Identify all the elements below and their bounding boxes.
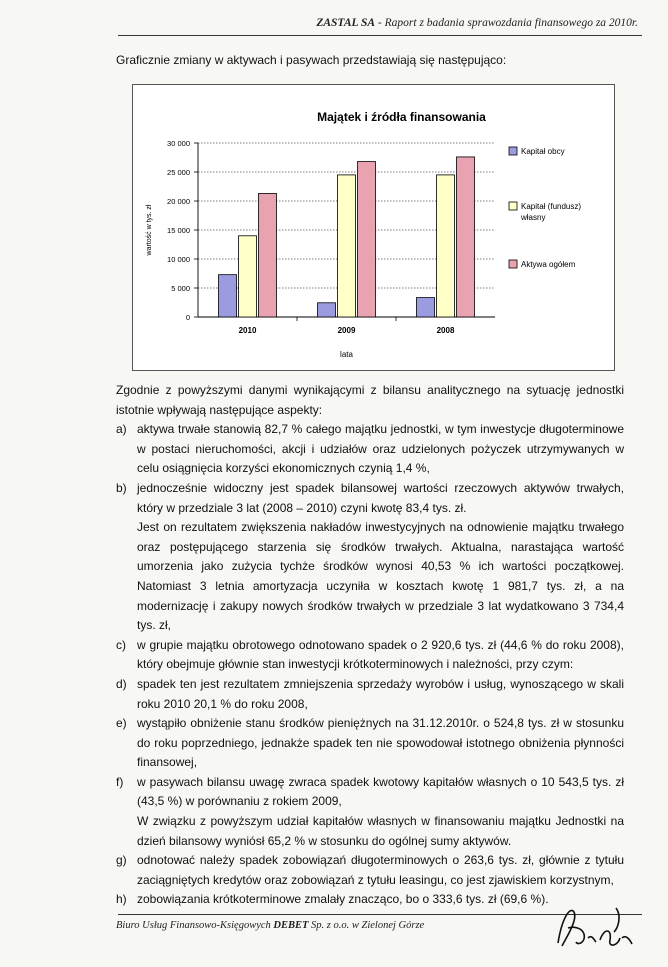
y-tick-label: 10 000 (167, 255, 190, 264)
bar-2 (437, 175, 455, 317)
legend-swatch (509, 147, 517, 155)
aspect-label: b) (116, 480, 127, 495)
chart-frame (132, 84, 615, 371)
bar-1 (219, 275, 237, 317)
handwritten-signature (548, 898, 638, 960)
y-tick-label: 0 (185, 313, 190, 322)
aspect-item (116, 420, 624, 479)
y-tick-label: 30 000 (167, 139, 190, 148)
page-header (0, 0, 668, 40)
aspect-paragraph: odnotować należy spadek zobowiązań długoterminowych o 263,6 tys. zł, głównie z tytułu zaciągniętych kredytów oraz zobowiązań z tytułu leasingu, co jest zjawiskiem korzystnym, (137, 853, 624, 887)
page-footer (116, 920, 424, 931)
aspect-item (116, 714, 624, 773)
x-tick-label: 2009 (337, 326, 356, 335)
aspect-paragraph: wystąpiło obniżenie stanu środków pieniężnych na 31.12.2010r. o 524,8 tys. zł w stosunku do roku poprzedniego, jednakże spadek ten nie spowodował istotnego obniżenia płynności finansowej, (137, 716, 624, 770)
footer-post: Sp. z o.o. w Zielonej Górze (308, 920, 425, 931)
aspect-item (116, 636, 624, 675)
aspect-item (116, 851, 624, 890)
legend-swatch (509, 202, 517, 210)
aspect-paragraph: w pasywach bilansu uwagę zwraca spadek kwotowy kapitałów własnych o 10 543,5 tys. zł (43,5 %) w porównaniu z rokiem 2009, (137, 774, 624, 809)
aspect-paragraph: spadek ten jest rezultatem zmniejszenia sprzedaży wyrobów i usług, wynoszącego w skali roku 2010 20,1 % do roku 2008, (137, 676, 624, 711)
bar-chart (133, 85, 614, 370)
header-company: ZASTAL SA (316, 17, 376, 29)
aspect-label: f) (116, 774, 124, 789)
aspect-paragraph: Jest on rezultatem zwiększenia nakładów inwestycyjnych na odnowienie majątku trwałego oraz postępującego starzenia się środków trwałych. Aktualna, narastająca wartość umorzenia jako zużycia tychże środków wynosi 40,53 % ich wartości początkowej. Natomiast 3 letnia amortyzacja uczyniła w kosztach kwotę 1 981,7 tys. zł, a na modernizację i zakupy nowych środków trwałych w przedziale 3 lat wydatkowano 3 734,4 tys. zł, (137, 520, 624, 633)
aspect-item (116, 675, 624, 714)
aspect-paragraph: aktywa trwałe stanowią 82,7 % całego majątku jednostki, w tym inwestycje długoterminowe w postaci nieruchomości, akcji i udziałów oraz udzielonych pożyczek utrzymywanych w celu osiągnięcia korzyści ekonomicznych czynią 1,4 %, (137, 422, 624, 476)
aspect-paragraph: W związku z powyższym udział kapitałów własnych w finansowaniu majątku Jednostki na dzień bilansowy wyniósł 65,2 % w stosunku do ogólnej sumy aktywów. (137, 814, 624, 848)
bar-1 (318, 303, 336, 317)
header-title: Raport z badania sprawozdania finansowego za 2010r. (384, 17, 638, 29)
bar-3 (358, 162, 376, 317)
footer-brand: DEBET (273, 920, 309, 931)
aspect-paragraph: jednocześnie widoczny jest spadek bilansowej wartości rzeczowych aktywów trwałych, który w przedziale 3 lat (2008 – 2010) czyni kwotę 83,4 tys. zł. (137, 480, 624, 515)
bar-3 (457, 157, 475, 317)
x-tick-label: 2008 (436, 326, 455, 335)
bar-2 (239, 236, 257, 317)
aspect-label: a) (116, 422, 127, 437)
legend-label: Aktywa ogółem (521, 260, 576, 269)
aspect-item (116, 773, 624, 851)
footer-pre: Biuro Usług Finansowo-Księgowych (116, 920, 274, 931)
header-text (316, 17, 638, 29)
y-tick-label: 20 000 (167, 197, 190, 206)
y-tick-label: 25 000 (167, 168, 190, 177)
header-separator: - (375, 17, 385, 29)
aspect-paragraph: zobowiązania krótkoterminowe zmalały znacząco, bo o 333,6 tys. zł (69,6 %). (137, 892, 549, 907)
aspects-list (116, 420, 624, 910)
header-rule (118, 35, 642, 36)
legend-label: Kapitał (fundusz) (521, 202, 582, 211)
aspect-label: g) (116, 853, 127, 868)
legend-label: własny (521, 213, 546, 222)
bar-2 (338, 175, 356, 317)
aspect-label: h) (116, 892, 127, 907)
x-axis-label: lata (340, 350, 353, 359)
y-tick-label: 15 000 (167, 226, 190, 235)
aspect-label: c) (116, 637, 126, 652)
y-tick-label: 5 000 (171, 284, 190, 293)
x-tick-label: 2010 (238, 326, 257, 335)
bar-3 (259, 193, 277, 317)
aspect-label: d) (116, 676, 127, 691)
y-axis-label: wartość w tys. zł (146, 204, 153, 256)
body-lead: Zgodnie z powyższymi danymi wynikającymi z bilansu analitycznego na sytuację jednostki istotnie wpływają następujące aspekty: (116, 383, 624, 417)
aspect-paragraph: w grupie majątku obrotowego odnotowano spadek o 2 920,6 tys. zł (44,6 % do roku 2008), który obejmuje głównie stan inwestycji krótkoterminowych i należności, przy czym: (137, 637, 624, 672)
aspect-label: e) (116, 716, 127, 731)
aspect-item (116, 479, 624, 636)
legend-label: Kapitał obcy (521, 147, 565, 156)
legend-swatch (509, 260, 517, 268)
bar-1 (417, 298, 435, 317)
body-text (116, 381, 624, 910)
chart-title: Majątek i źródła finansowania (317, 110, 486, 124)
intro-text: Graficznie zmiany w aktywach i pasywach przedstawiają się następująco: (116, 53, 507, 67)
